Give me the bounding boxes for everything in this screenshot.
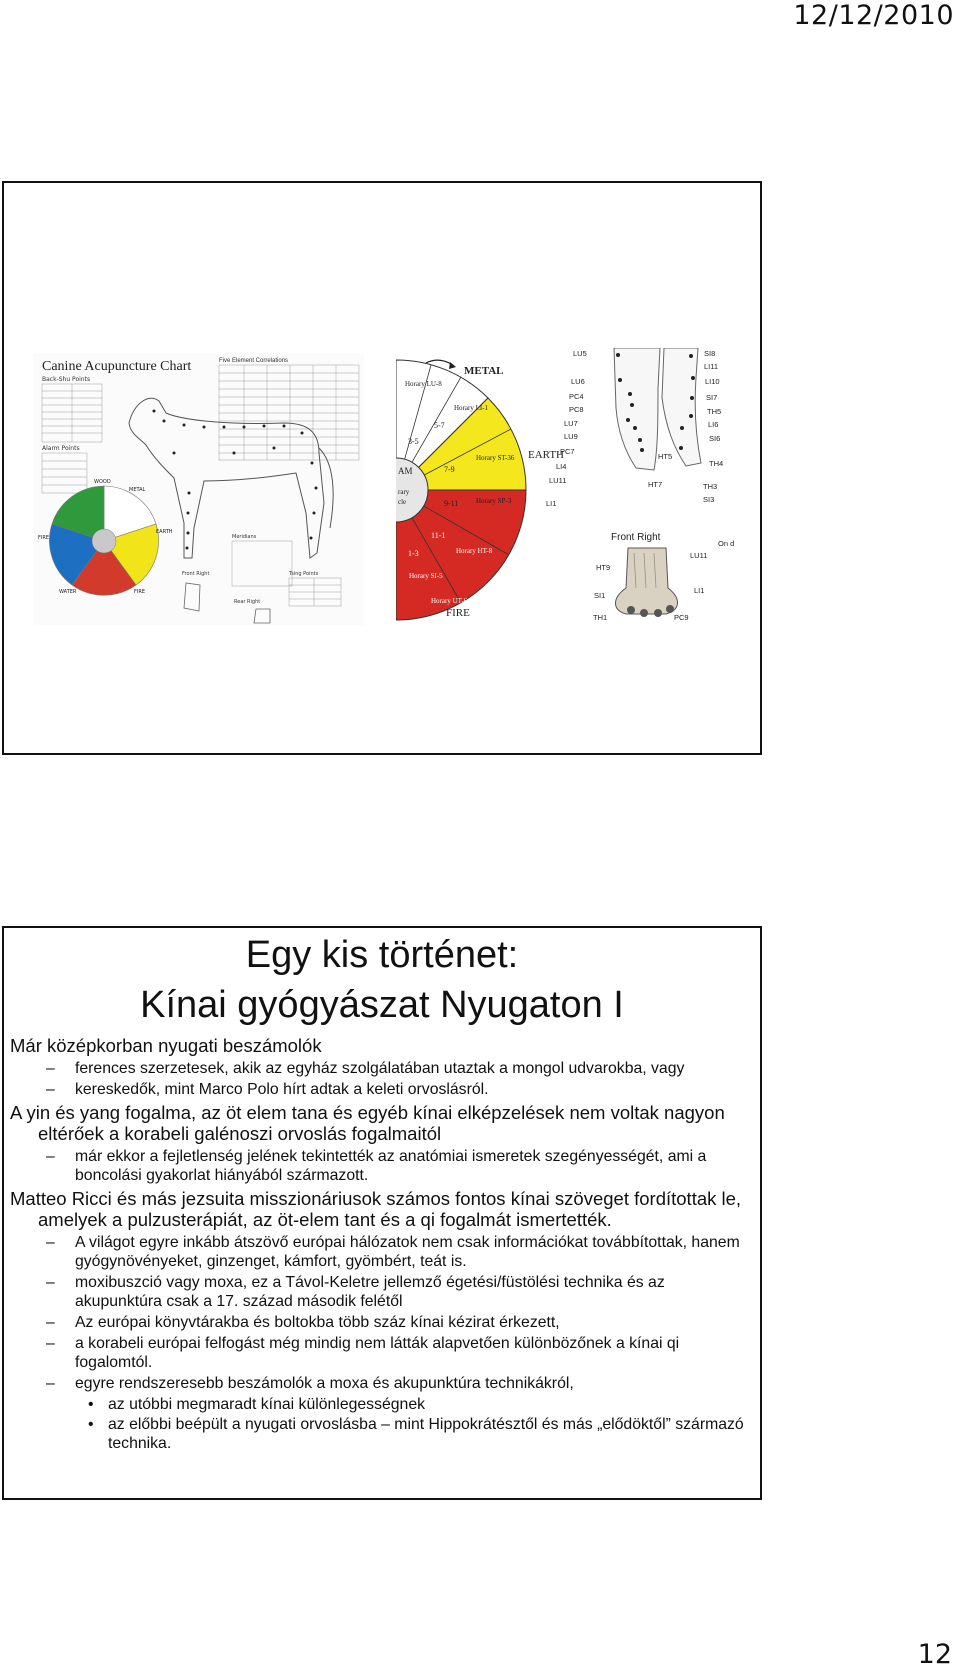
leg-label: PC4	[569, 392, 584, 401]
tsing-label: Tsing Points	[289, 571, 319, 577]
horary-wheel-and-leg-image	[396, 348, 746, 623]
canine-acupuncture-chart-image	[34, 353, 364, 625]
horary-sp3: Horary SP-3	[476, 497, 512, 505]
bullet-level3	[10, 1415, 750, 1453]
horary-ht8: Horary HT-8	[456, 547, 493, 555]
bullet-text: Az európai könyvtárakba és boltokba több száz kínai kézirat érkezett,	[75, 1314, 560, 1331]
bullet-level2	[10, 1313, 750, 1332]
time-11-1: 11-1	[431, 531, 446, 540]
leg-label-ht5: HT5	[658, 452, 673, 461]
header-date: 12/12/2010	[793, 0, 954, 31]
slide-acupuncture-figures	[2, 181, 762, 755]
leg-label: SI6	[709, 434, 721, 443]
element-label-earth: EARTH	[528, 449, 565, 461]
slide-bullet-list	[10, 1032, 750, 1454]
five-element-label: Five Element Correlations	[219, 358, 289, 364]
bullet-level2	[10, 1374, 750, 1393]
horary-ut6: Horary UT-6	[431, 597, 468, 605]
element-label-metal: METAL	[464, 365, 504, 377]
leg-label: LU6	[571, 377, 585, 386]
bullet-level2	[10, 1233, 750, 1271]
leg-label: LU9	[564, 432, 578, 441]
time-1-3: 1-3	[408, 549, 419, 558]
bullet-level1	[10, 1188, 750, 1230]
leg-label-ht7: HT7	[648, 480, 663, 489]
time-5-7: 5-7	[434, 421, 445, 430]
leg-label: LU11	[549, 476, 567, 485]
bullet-level2	[10, 1147, 750, 1185]
bullet-text: Matteo Ricci és más jezsuita misszionáriusok számos fontos kínai szöveget fordítottak le, amelyek a pulzusterápiát, az öt-elem tant és a qi fogalmát ismertették.	[10, 1188, 742, 1230]
bullet-text: A yin és yang fogalma, az öt elem tana és egyéb kínai elképzelések nem voltak nagyon eltérőek a korabeli galénoszi orvoslás fogalmaitól	[10, 1102, 725, 1144]
horary-lu8: Horary LU-8	[405, 380, 442, 388]
bullet-text: az utóbbi megmaradt kínai különlegességnek	[108, 1396, 426, 1413]
time-9-11: 9-11	[444, 499, 459, 508]
meridians-label: Meridians	[232, 534, 257, 540]
leg-label: TH3	[703, 482, 718, 491]
bullet-text: ferences szerzetesek, akik az egyház szolgálatában utaztak a mongol udvarokba, vagy	[75, 1060, 685, 1077]
leg-label: SI3	[703, 495, 715, 504]
leg-label: LI4	[556, 462, 567, 471]
dash-marker: –	[46, 1274, 55, 1291]
horary-st36: Horary ST-36	[476, 454, 515, 462]
leg-label: LI6	[708, 420, 719, 429]
slide-title	[4, 928, 760, 1030]
bullet-level1	[10, 1035, 750, 1056]
paw-label: HT9	[596, 563, 611, 572]
canine-chart-svg	[34, 353, 364, 625]
page-number: 12	[917, 1639, 952, 1670]
slide-title-line2: Kínai gyógyászat Nyugaton I	[140, 984, 624, 1026]
paw-label: LU11	[690, 551, 708, 560]
am-label: AM	[398, 466, 413, 476]
paw-label: PC9	[674, 613, 689, 622]
bullet-text: a korabeli európai felfogást még mindig nem látták alapvetően különbözőnek a kínai qi fogalomtól.	[75, 1335, 680, 1371]
leg-label: LI10	[705, 377, 720, 386]
paw-label: SI1	[594, 591, 606, 600]
rary-label: rary	[398, 488, 410, 496]
leg-label: SI8	[704, 349, 716, 358]
horary-si5: Horary SI-5	[409, 572, 443, 580]
dash-marker: –	[46, 1335, 55, 1352]
dash-marker: –	[46, 1375, 55, 1392]
dash-marker: –	[46, 1081, 55, 1098]
rear-right-small-label: Rear Right	[234, 599, 261, 605]
bullet-text: már ekkor a fejletlenség jelének tekintették az anatómiai ismeretek szegényességét, ami a boncolási gyakorlat hiányából származott.	[75, 1148, 707, 1184]
bullet-text: Már középkorban nyugati beszámolók	[10, 1035, 322, 1056]
bullet-marker: •	[88, 1416, 94, 1433]
bullet-level2	[10, 1080, 750, 1099]
slide-history-text	[2, 926, 762, 1500]
dash-marker: –	[46, 1314, 55, 1331]
wheel-label-metal: METAL	[129, 487, 146, 493]
leg-label: LU5	[573, 349, 587, 358]
paw-side-label: On d	[718, 539, 735, 548]
paw-title: Front Right	[611, 532, 661, 543]
bullet-level1	[10, 1102, 750, 1144]
wheel-label-fire: FIRE	[38, 535, 49, 541]
paw-label: LI1	[694, 586, 705, 595]
canine-chart-title: Canine Acupuncture Chart	[42, 359, 192, 374]
leg-label: LU7	[564, 419, 578, 428]
slide-title-line1: Egy kis történet:	[245, 934, 519, 976]
front-right-small-label: Front Right	[182, 571, 210, 577]
leg-label: PC8	[569, 405, 584, 414]
cle-label: cle	[398, 498, 407, 506]
horary-svg	[396, 348, 746, 623]
element-label-fire: FIRE	[446, 607, 470, 619]
bullet-text: A világot egyre inkább átszövő európai hálózatok nem csak információkat továbbítottak, hanem gyógynövényeket, ginzenget, kámfort, gyömbért, teát is.	[75, 1234, 740, 1270]
paw-label: TH1	[593, 613, 608, 622]
dash-marker: –	[46, 1148, 55, 1165]
leg-label: TH5	[707, 407, 722, 416]
leg-label: PC7	[560, 447, 575, 456]
back-shu-label: Back-Shu Points	[42, 376, 91, 383]
bullet-text: moxibuszció vagy moxa, ez a Távol-Keletre jellemző égetési/füstölési technika és az akupunktúra csak a 17. század második felétől	[75, 1274, 665, 1310]
dash-marker: –	[46, 1060, 55, 1077]
horary-li1: Horary LI-1	[454, 404, 489, 412]
bullet-marker: •	[88, 1396, 94, 1413]
bullet-text: kereskedők, mint Marco Polo hírt adtak a keleti orvoslásról.	[75, 1081, 489, 1098]
wheel-label-earth: EARTH	[156, 529, 173, 535]
leg-label: LI11	[704, 362, 719, 371]
alarm-label: Alarm Points	[42, 445, 80, 452]
leg-label: SI7	[706, 393, 718, 402]
time-7-9: 7-9	[444, 465, 455, 474]
wheel-label-wood: WOOD	[94, 479, 111, 485]
dash-marker: –	[46, 1234, 55, 1251]
bullet-text: az előbbi beépült a nyugati orvoslásba – mint Hippokrátésztől és más „elődöktől” származó technika.	[108, 1416, 744, 1452]
bullet-level2	[10, 1334, 750, 1372]
bullet-text: egyre rendszeresebb beszámolók a moxa és akupunktúra technikákról,	[75, 1375, 574, 1392]
leg-label: TH4	[709, 459, 724, 468]
bullet-level3	[10, 1395, 750, 1414]
wheel-label-fire-2: FIRE	[134, 589, 145, 595]
wheel-label-water: WATER	[59, 589, 77, 595]
bullet-level2	[10, 1059, 750, 1078]
time-3-5: 3-5	[408, 437, 419, 446]
leg-label: LI1	[546, 499, 557, 508]
bullet-level2	[10, 1273, 750, 1311]
